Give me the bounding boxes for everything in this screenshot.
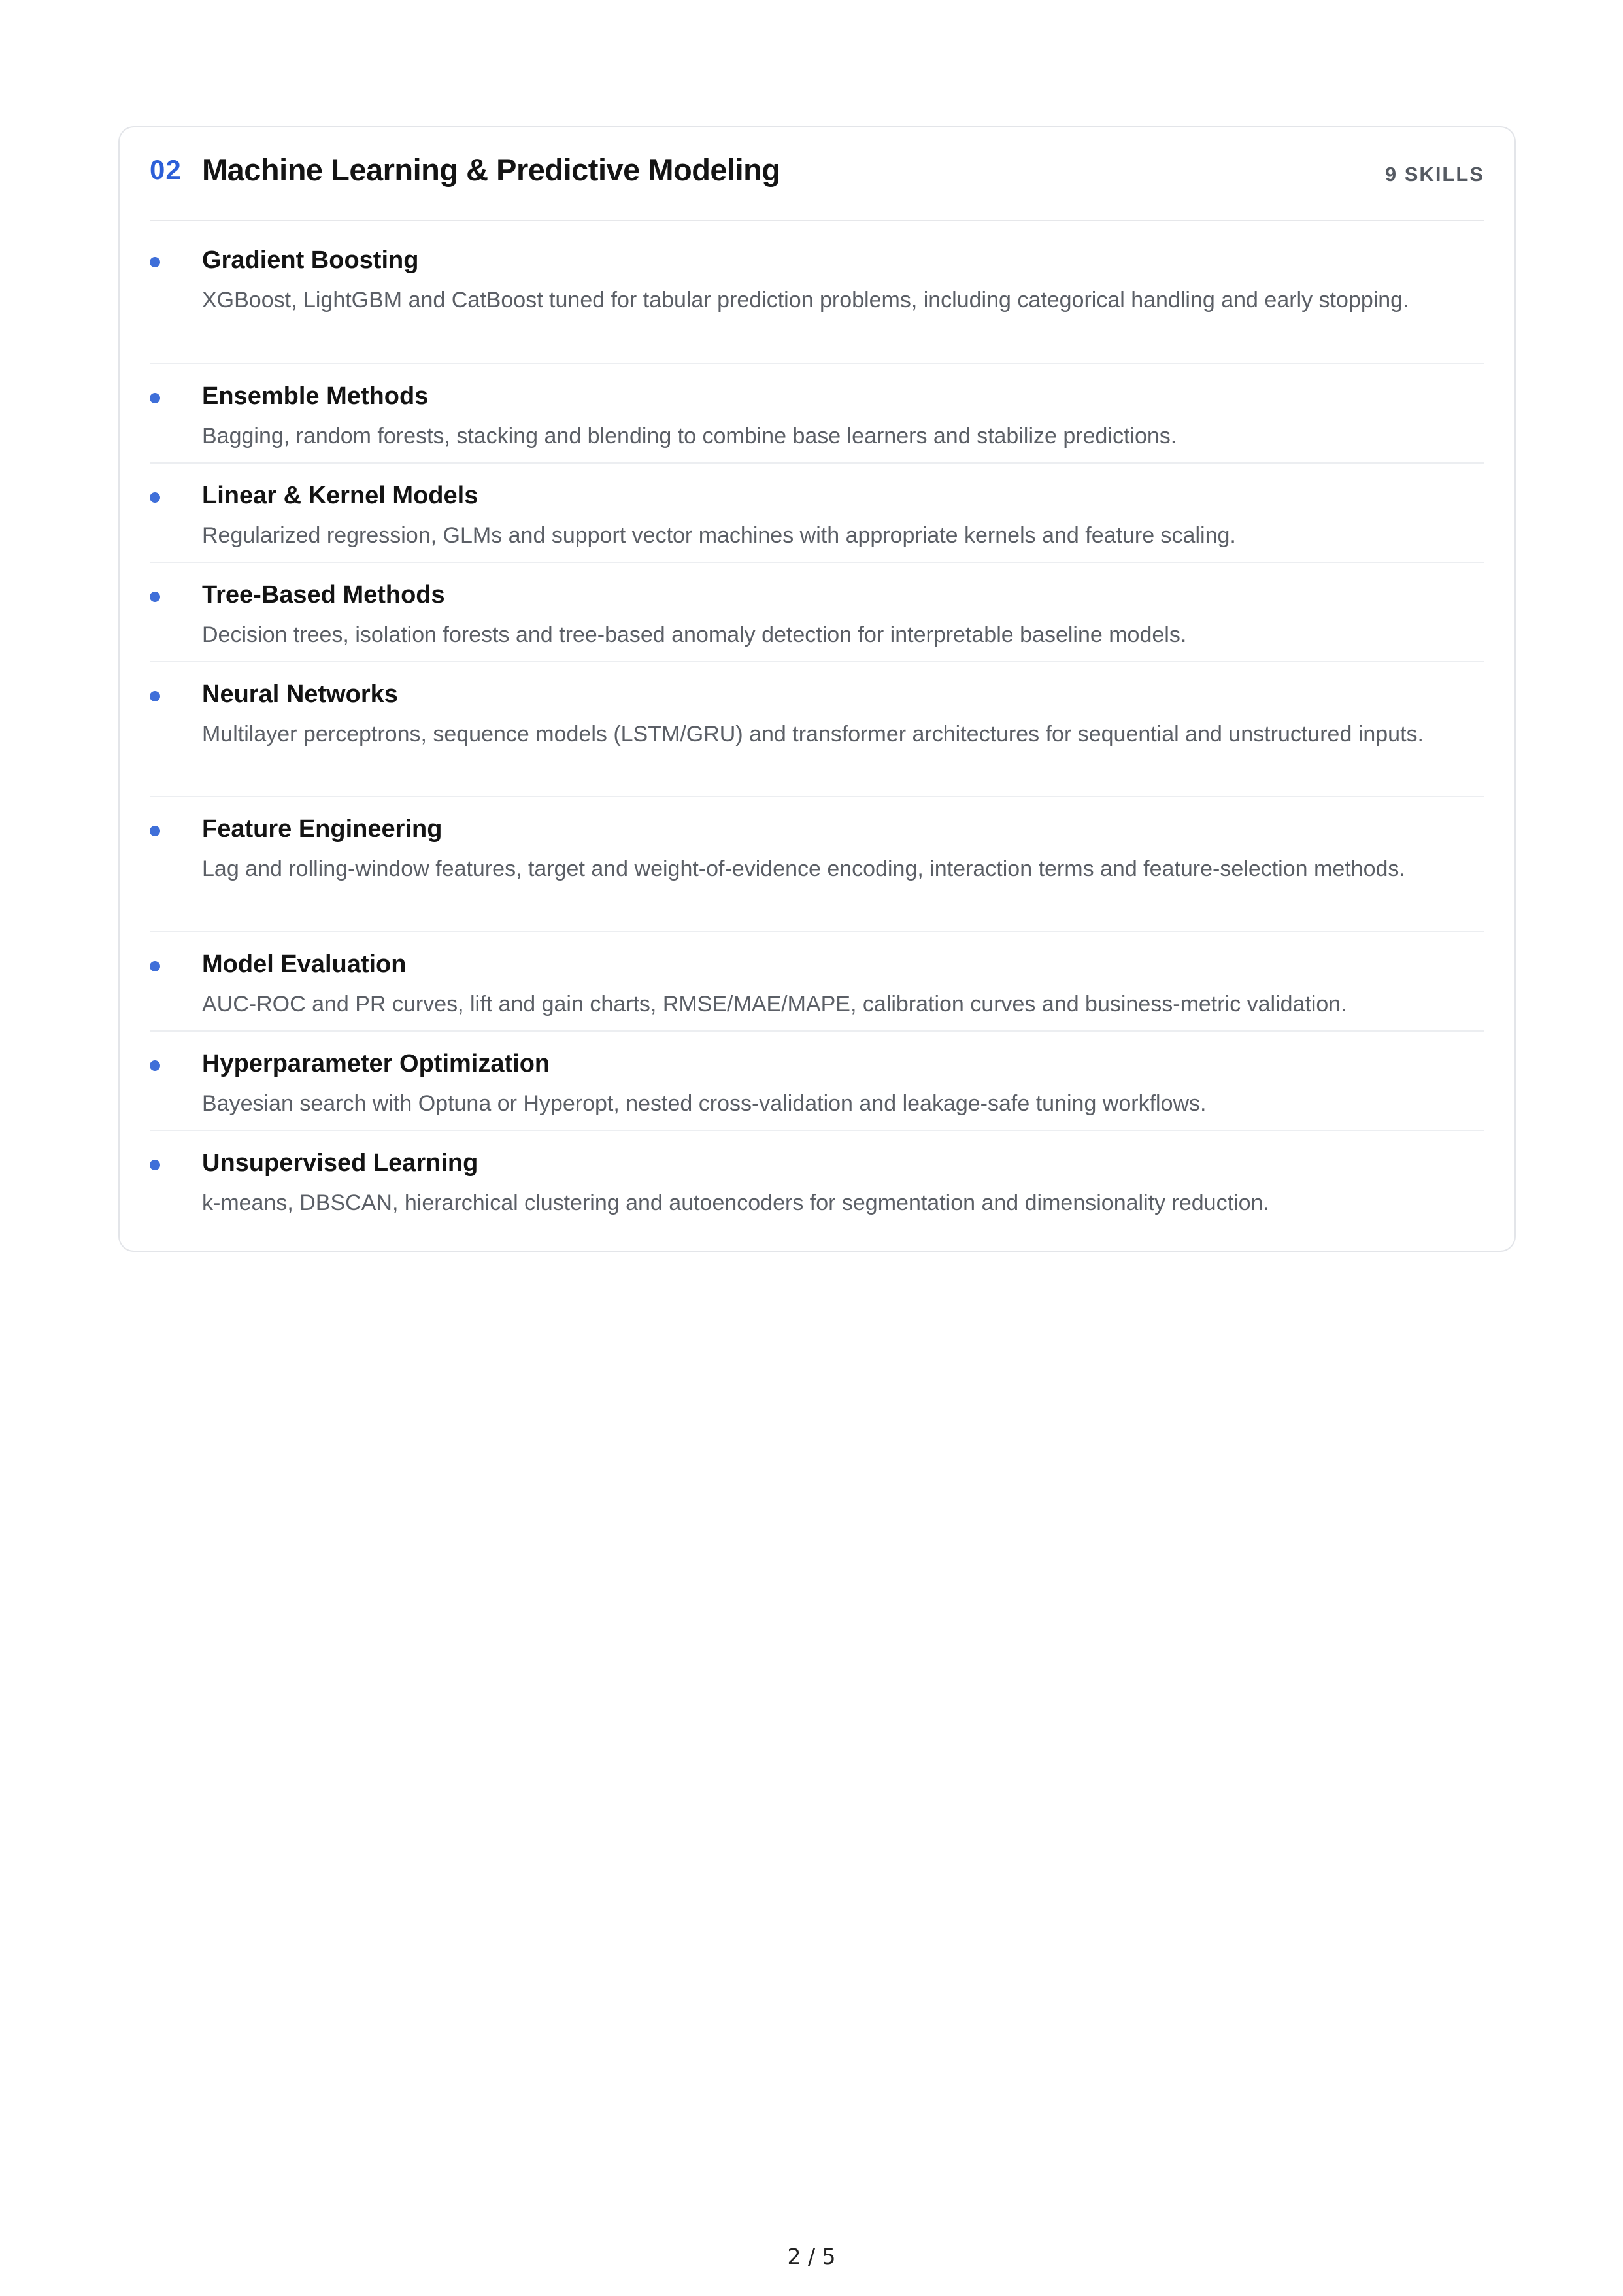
section-title: Machine Learning & Predictive Modeling [202,152,780,187]
skill-item [150,662,1484,797]
skill-item [150,1032,1484,1131]
skill-description: Regularized regression, GLMs and support vector machines with appropriate kernels and feature scaling. [202,523,1236,548]
skill-description: XGBoost, LightGBM and CatBoost tuned for tabular prediction problems, including categorical handling and early stopping. [202,288,1409,312]
bullet-dot-icon [150,257,160,267]
skill-name: Ensemble Methods [202,382,429,410]
skill-name: Neural Networks [202,681,398,708]
bullet-dot-icon [150,592,160,602]
bullet-dot-icon [150,1160,160,1170]
skill-description: k-means, DBSCAN, hierarchical clustering and autoencoders for segmentation and dimensionality reduction. [202,1190,1269,1215]
skill-description: Multilayer perceptrons, sequence models (LSTM/GRU) and transformer architectures for sequential and unstructured inputs. [202,722,1424,747]
skill-description: Bagging, random forests, stacking and blending to combine base learners and stabilize predictions. [202,424,1177,448]
skill-description: Lag and rolling-window features, target and weight-of-evidence encoding, interaction terms and feature-selection methods. [202,856,1405,881]
skill-name: Model Evaluation [202,951,407,978]
bullet-dot-icon [150,1060,160,1071]
bullet-dot-icon [150,691,160,701]
skill-description: AUC-ROC and PR curves, lift and gain charts, RMSE/MAE/MAPE, calibration curves and business-metric validation. [202,992,1347,1017]
bullet-dot-icon [150,826,160,836]
skill-name: Tree-Based Methods [202,581,445,609]
bullet-dot-icon [150,961,160,971]
skill-count: 9 SKILLS [1384,163,1484,186]
skill-name: Feature Engineering [202,815,443,843]
skill-name: Linear & Kernel Models [202,482,478,509]
skill-item [150,464,1484,563]
bullet-dot-icon [150,393,160,403]
skill-description: Bayesian search with Optuna or Hyperopt, nested cross-validation and leakage-safe tuning workflows. [202,1091,1207,1116]
page-number: 2 / 5 [787,2244,836,2269]
skill-item [150,932,1484,1032]
skill-name: Hyperparameter Optimization [202,1050,550,1077]
skill-item [150,1131,1484,1229]
skill-description: Decision trees, isolation forests and tree-based anomaly detection for interpretable baseline models. [202,622,1187,647]
section-number: 02 [150,154,182,185]
skill-name: Gradient Boosting [202,246,419,274]
skill-name: Unsupervised Learning [202,1149,478,1177]
section-header [150,127,1484,221]
skill-item [150,797,1484,932]
skills-card [118,126,1516,1252]
bullet-dot-icon [150,492,160,503]
skill-item [150,220,1484,364]
skill-item [150,563,1484,662]
skill-item [150,364,1484,464]
